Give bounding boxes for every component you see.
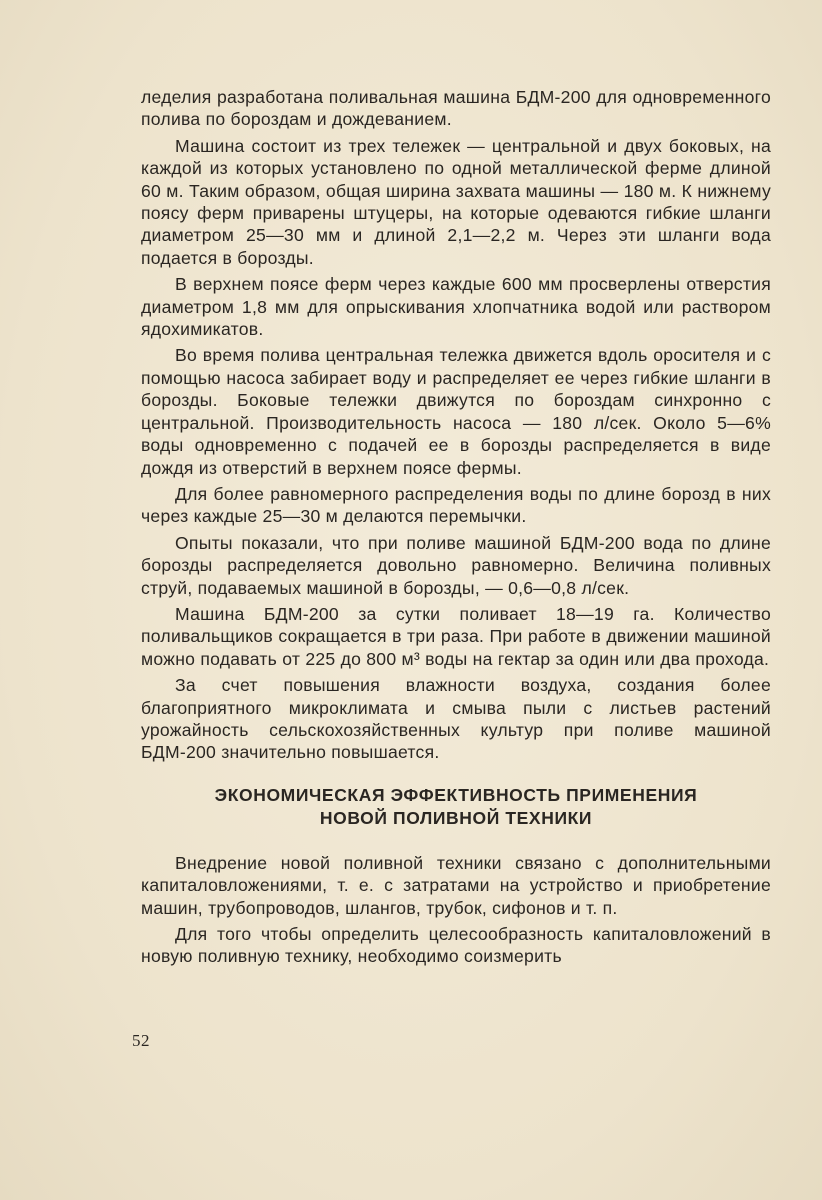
paragraph: Машина состоит из трех тележек — центральной и двух боковых, на каждой из которых установлено по одной металлической ферме длиной 60 м. Таким образом, общая ширина захвата машины — 180 м. К нижнему поясу ферм приварены штуцеры, на которые одеваются гибкие шланги диаметром 25—30 мм и длиной 2,1—2,2 м. Через эти шланги вода подается в борозды. <box>141 135 771 268</box>
body-text <box>141 86 771 972</box>
paragraph: леделия разработана поливальная машина БДМ-200 для одновременного полива по бороздам и дождеванием. <box>141 87 771 130</box>
paragraph: Опыты показали, что при поливе машиной БДМ-200 вода по длине борозды распределяется довольно равномерно. Величина поливных струй, подаваемых машиной в борозды, — 0,6—0,8 л/сек. <box>141 532 771 598</box>
paragraph: За счет повышения влажности воздуха, создания более благоприятного микроклимата и смыва пыли с листьев растений урожайность сельскохозяйственных культур при поливе машиной БДМ-200 значительно повышается. <box>141 675 771 763</box>
section-heading-line-2: НОВОЙ ПОЛИВНОЙ ТЕХНИКИ <box>319 807 593 828</box>
section-heading <box>141 784 771 830</box>
paragraph: Машина БДМ-200 за сутки поливает 18—19 га. Количество поливальщиков сокращается в три раза. При работе в движении машиной можно подавать от 225 до 800 м³ воды на гектар за один или два прохода. <box>141 603 771 669</box>
section-heading-line-1: ЭКОНОМИЧЕСКАЯ ЭФФЕКТИВНОСТЬ ПРИМЕНЕНИЯ <box>214 784 698 805</box>
paragraph: Внедрение новой поливной техники связано с дополнительными капиталовложениями, т. е. с затратами на устройство и приобретение машин, трубопроводов, шлангов, трубок, сифонов и т. п. <box>141 852 771 918</box>
paragraph: Для более равномерного распределения воды по длине борозд в них через каждые 25—30 м делаются перемычки. <box>141 483 771 527</box>
page-number: 52 <box>132 1031 150 1050</box>
paragraph: Для того чтобы определить целесообразность капиталовложений в новую поливную технику, необходимо соизмерить <box>141 924 771 967</box>
paragraph: В верхнем поясе ферм через каждые 600 мм просверлены отверстия диаметром 1,8 мм для опрыскивания хлопчатника водой или раствором ядохимикатов. <box>141 274 771 340</box>
paragraph: Во время полива центральная тележка движется вдоль оросителя и с помощью насоса забирает воду и распределяет ее через гибкие шланги в борозды. Боковые тележки движутся по бороздам синхронно с центральной. Производительность насоса — 180 л/сек. Около 5—6% воды одновременно с подачей ее в борозды распределяется в виде дождя из отверстий в верхнем поясе фермы. <box>141 345 771 478</box>
